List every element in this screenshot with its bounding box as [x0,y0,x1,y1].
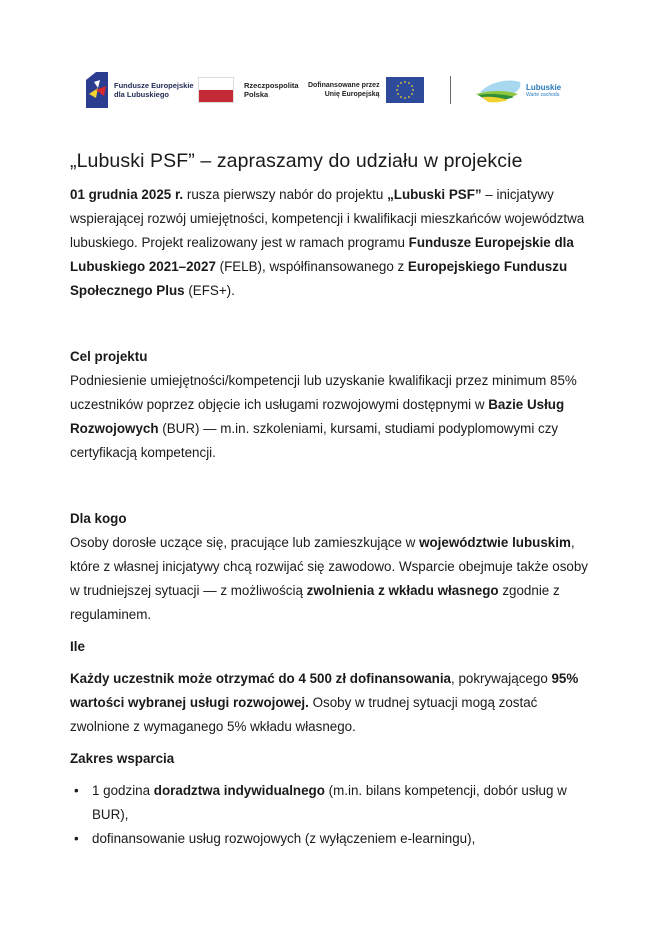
intro-paragraph: 01 grudnia 2025 r. rusza pierwszy nabór do projektu „Lubuski PSF” – inicjatywy wspierającej rozwój umiejętności, kompetencji i kwalifikacji mieszkańców województwa lubuskiego. Projekt realizowany jest w ramach programu Fundusze Europejskie dla Lubuskiego 2021–2027 (FELB), współfinansowanego z Europejskiego Funduszu Społecznego Plus (EFS+). [70,187,585,298]
article-title: „Lubuski PSF” – zapraszamy do udziału w projekcie [70,150,523,172]
section-heading-cel: Cel projektu [70,349,148,364]
section-heading-zakres: Zakres wsparcia [70,751,175,766]
section-heading-ile: Ile [70,639,85,654]
cel-paragraph: Podniesienie umiejętności/kompetencji lub uzyskanie kwalifikacji przez minimum 85% uczestników poprzez objęcie ich usługami rozwojowymi dostępnymi w Bazie Usług Rozwojowych (BUR) — m.in. szkoleniami, kursami, studiami podyplomowymi czy certyfikacją kompetencji. [70,373,577,460]
fund-name: Europejskiego Funduszu Społecznego Plus [70,259,568,298]
funding-percent: 95% wartości wybranej usługi rozwojowej. [70,671,579,710]
eu-flag-icon [386,77,424,103]
logo-fe-line1: Fundusze Europejskie [114,81,194,90]
logo-rzeczpospolita-polska [198,77,299,103]
logo-rp-line1: Rzeczpospolita [244,81,299,90]
list-item: • 1 godzina doradztwa indywidualnego (m.in. bilans kompetencji, dobór usług w BUR), [70,779,590,827]
logo-lubuskie-name: Lubuskie [526,82,562,92]
logo-fe-line2: dla Lubuskiego [114,90,170,99]
ile-paragraph: Każdy uczestnik może otrzymać do 4 500 zł dofinansowania, pokrywającego 95% wartości wybranej usługi rozwojowej. Osoby w trudnej sytuacji mogą zostać zwolnione z wymaganego 5% wkładu własnego. [70,671,579,734]
bullet-icon: • [74,783,79,798]
exemption-note: zwolnienia z wkładu własnego [306,583,499,598]
logo-fundusze-europejskie [86,72,194,108]
region-name: województwie lubuskim [419,535,571,550]
bullet-icon: • [74,831,79,846]
logo-eu-cofinanced [308,77,424,103]
support-scope-list [70,779,590,851]
poland-flag-icon [198,77,234,103]
dla-kogo-paragraph: Osoby dorosłe uczące się, pracujące lub zamieszkujące w województwie lubuskim, które z własnej inicjatywy chcą rozwijać się zawodowo. Wsparcie obejmuje także osoby w trudniejszej sytuacji — z możliwością zwolnienia z wkładu własnego zgodnie z regulaminem. [70,535,588,622]
logo-lubuskie [476,76,561,104]
program-name: Fundusze Europejskie dla Lubuskiego 2021–2027 [70,235,574,274]
article [70,148,590,851]
logo-bar [86,72,586,108]
list-item: • dofinansowanie usług rozwojowych (z wyłączeniem e-learningu), [70,827,590,851]
bur-name: Bazie Usług Rozwojowych [70,397,565,436]
logo-rp-line2: Polska [244,90,269,99]
section-heading-dla-kogo: Dla kogo [70,511,127,526]
project-name: „Lubuski PSF” [387,187,482,202]
funds-europe-flag-icon [86,72,110,108]
logo-eu-line1: Dofinansowane przez [308,82,380,89]
start-date: 01 grudnia 2025 r. [70,187,184,202]
logo-eu-line2: Unię Europejską [324,91,380,98]
logo-divider [450,76,451,104]
funding-amount: Każdy uczestnik może otrzymać do 4 500 zł dofinansowania [70,671,451,686]
lubuskie-region-logo-icon [476,76,522,104]
logo-lubuskie-tagline: Warte zachodu [526,91,560,98]
